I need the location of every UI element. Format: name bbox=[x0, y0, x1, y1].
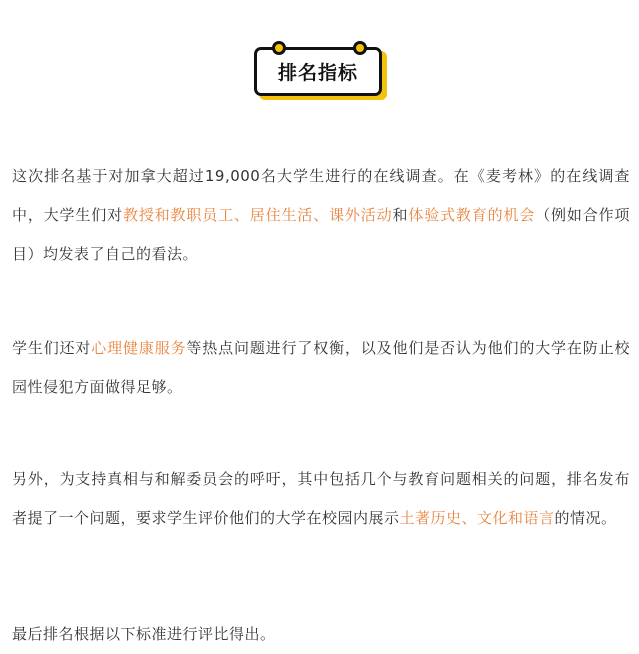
paragraph-text: 的情况。 bbox=[554, 509, 617, 527]
paragraph-text: 这次排名基于对加拿大超过19,000名大学生进行的在线调查。在《麦考林》的在线调查中，大学生们对 bbox=[12, 167, 630, 224]
binder-ring-icon bbox=[272, 41, 286, 55]
section-title: 排名指标 bbox=[254, 47, 382, 96]
paragraph-reconciliation bbox=[12, 460, 630, 538]
section-title-badge bbox=[251, 41, 391, 103]
highlight-text: 教授和教职员工、居住生活、课外活动 bbox=[122, 206, 393, 224]
highlight-text: 心理健康服务 bbox=[91, 339, 187, 357]
highlight-text: 体验式教育的机会 bbox=[408, 206, 536, 224]
paragraph-text: 学生们还对 bbox=[12, 339, 92, 357]
paragraph-text: 最后排名根据以下标准进行评比得出。 bbox=[12, 625, 276, 643]
paragraph-text: （例如合作项目）均发表了自己的看法。 bbox=[12, 206, 630, 263]
paragraph-criteria bbox=[12, 615, 630, 654]
paragraph-text: 等热点问题进行了权衡，以及他们是否认为他们的大学在防止校园性侵犯方面做得足够。 bbox=[12, 339, 630, 396]
binder-ring-icon bbox=[353, 41, 367, 55]
paragraph-survey bbox=[12, 157, 630, 274]
paragraph-text: 和 bbox=[392, 206, 409, 224]
paragraph-mental-health bbox=[12, 329, 630, 407]
highlight-text: 土著历史、文化和语言 bbox=[399, 509, 555, 527]
paragraph-text: 另外，为支持真相与和解委员会的呼吁，其中包括几个与教育问题相关的问题，排名发布者提了一个问题，要求学生评价他们的大学在校园内展示 bbox=[12, 470, 630, 527]
